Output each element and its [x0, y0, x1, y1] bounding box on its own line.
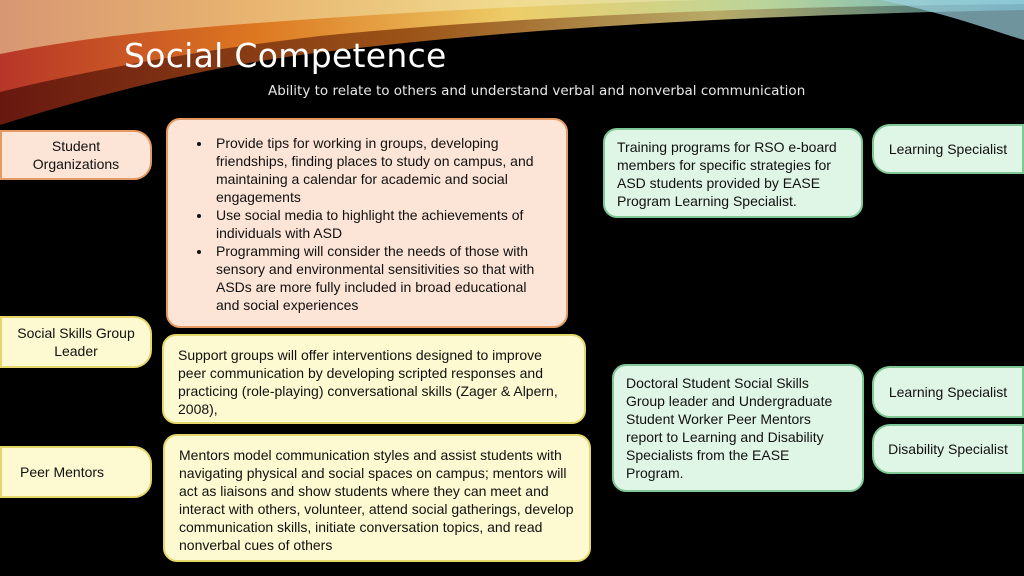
mentors-text: Mentors model communication styles and assist students with navigating physical and social spaces on campus; mentors will act as liaisons and show students where they can meet and interact with others, volunteer, attend social gatherings, develop communication skills, initiate conversation topics, and read nonverbal cues of others [179, 447, 574, 553]
training-programs-text: Training programs for RSO e-board members for specific strategies for ASD students provided by EASE Program Learning Specialist. [617, 139, 837, 209]
page-title: Social Competence [124, 36, 447, 75]
support-groups-card [162, 334, 586, 424]
learning-specialist-label: Learning Specialist [888, 384, 1008, 400]
student-organizations-card [166, 118, 568, 328]
student-organizations-label: Student Organizations [32, 138, 120, 172]
peer-mentors-tag [0, 446, 152, 498]
training-programs-card [603, 128, 863, 218]
doctoral-student-text: Doctoral Student Social Skills Group leader and Undergraduate Student Worker Peer Mentors report to Learning and Disability Specialists from the EASE Program. [626, 375, 833, 481]
bullet-item: • Programming will consider the needs of those with sensory and environmental sensitivities so that with ASDs are more fully included in broad educational and social experiences [212, 242, 548, 314]
peer-mentors-label: Peer Mentors [20, 464, 105, 480]
learning-specialist-tag-1 [872, 124, 1024, 174]
learning-specialist-tag-2 [872, 366, 1024, 418]
page-subtitle: Ability to relate to others and understand verbal and nonverbal communication [268, 83, 806, 99]
disability-specialist-label: Disability Specialist [888, 441, 1008, 457]
student-organizations-tag [0, 130, 152, 180]
learning-specialist-label: Learning Specialist [888, 141, 1008, 157]
bullet-item: • Provide tips for working in groups, developing friendships, finding places to study on campus, and maintaining a calendar for academic and social engagements [212, 134, 548, 206]
bullet-item: • Use social media to highlight the achievements of individuals with ASD [212, 206, 548, 242]
social-skills-group-leader-tag [0, 316, 152, 368]
mentors-card [163, 434, 591, 562]
student-organizations-bullets [186, 134, 548, 314]
disability-specialist-tag [872, 424, 1024, 474]
social-skills-group-leader-label: Social Skills Group Leader [17, 325, 135, 359]
doctoral-student-card [612, 364, 864, 492]
support-groups-text: Support groups will offer interventions designed to improve peer communication by developing scripted responses and practicing (role-playing) conversational skills (Zager & Alpern, 2008), [178, 347, 558, 417]
